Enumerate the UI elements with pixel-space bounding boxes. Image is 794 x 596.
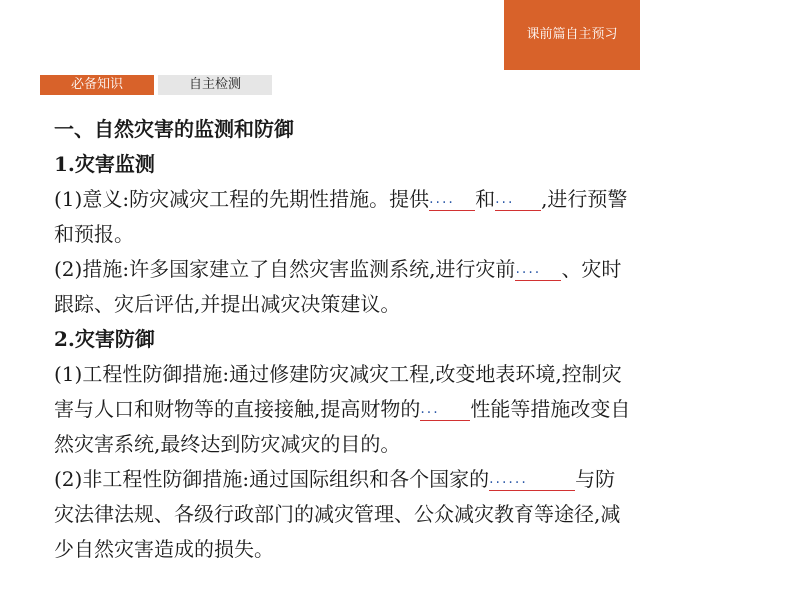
text: 与防 (575, 467, 616, 491)
section-tab-preview[interactable]: 课前篇自主预习 (504, 0, 640, 70)
knowledge-tabs (40, 75, 272, 95)
paragraph-line (54, 392, 754, 427)
lesson-content (54, 112, 754, 567)
fill-blank[interactable]: ... (495, 188, 541, 211)
text: (1)意义:防灾减灾工程的先期性措施。提供 (54, 187, 430, 211)
section-title: 一、自然灾害的监测和防御 (54, 117, 294, 141)
paragraph-line: (1)工程性防御措施:通过修建防灾减灾工程,改变地表环境,控制灾 (54, 362, 622, 386)
fill-blank[interactable]: .... (515, 258, 561, 281)
fill-blank[interactable]: ...... (489, 468, 575, 491)
text: 害与人口和财物等的直接接触,提高财物的 (54, 397, 421, 421)
fill-blank[interactable]: .... (429, 188, 475, 211)
subsection-heading-monitoring: 1.灾害监测 (54, 152, 155, 176)
subsection-heading-defense: 2.灾害防御 (54, 327, 155, 351)
paragraph-line: 然灾害系统,最终达到防灾减灾的目的。 (54, 432, 401, 456)
paragraph-line (54, 462, 754, 497)
fill-blank[interactable]: ... (420, 398, 470, 421)
text: 和 (475, 187, 496, 211)
text: 、灾时 (561, 257, 622, 281)
text: 性能等措施改变自 (470, 397, 631, 421)
tab-essential-knowledge[interactable]: 必备知识 (40, 75, 154, 95)
paragraph-line: 少自然灾害造成的损失。 (54, 537, 274, 561)
paragraph-line: 灾法律法规、各级行政部门的减灾管理、公众减灾教育等途径,减 (54, 502, 621, 526)
paragraph-line (54, 182, 754, 217)
tab-self-check[interactable]: 自主检测 (158, 75, 272, 95)
paragraph-line: 和预报。 (54, 222, 134, 246)
text: (2)非工程性防御措施:通过国际组织和各个国家的 (54, 467, 490, 491)
text: ,进行预警 (541, 187, 628, 211)
paragraph-line: 跟踪、灾后评估,并提出减灾决策建议。 (54, 292, 401, 316)
text: (2)措施:许多国家建立了自然灾害监测系统,进行灾前 (54, 257, 516, 281)
paragraph-line (54, 252, 754, 287)
